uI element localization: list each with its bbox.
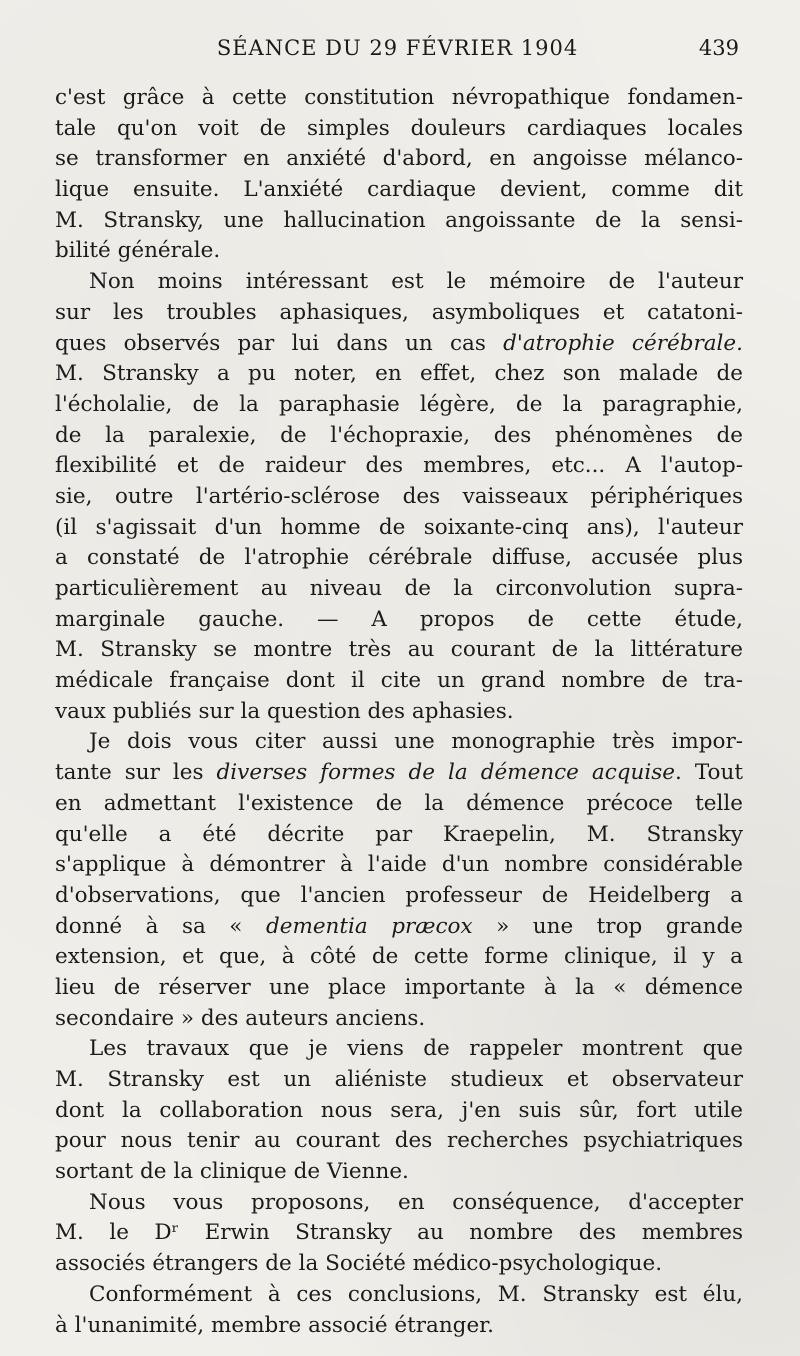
text-line: lique ensuite. L'anxiété cardiaque devient, comme dit xyxy=(55,177,743,203)
text-line: pour nous tenir au courant des recherches psychiatriques xyxy=(55,1128,743,1154)
italic-title: dementia præcox xyxy=(265,913,473,939)
text-line: médicale française dont il cite un grand nombre de tra- xyxy=(55,668,743,694)
text-line xyxy=(55,912,743,943)
text-line: extension, et que, à côté de cette forme clinique, il y a xyxy=(55,944,743,970)
text-line: flexibilité et de raideur des membres, etc... A l'autop- xyxy=(55,453,743,479)
line-text: donné à sa « xyxy=(55,913,266,939)
text-line: a constaté de l'atrophie cérébrale diffuse, accusée plus xyxy=(55,545,743,571)
text-line: vaux publiés sur la question des aphasies. xyxy=(55,698,514,724)
page-number: 439 xyxy=(698,36,739,60)
italic-title: d'atrophie cérébrale. xyxy=(503,330,743,356)
text-line: M. le Dʳ Erwin Stransky au nombre des membres xyxy=(55,1220,743,1246)
text-line: sortant de la clinique de Vienne. xyxy=(55,1159,409,1185)
text-line: dont la collaboration nous sera, j'en suis sûr, fort utile xyxy=(55,1097,743,1123)
text-line xyxy=(55,758,743,789)
text-line: M. Stransky, une hallucination angoissante de la sensi- xyxy=(55,207,743,233)
paragraph xyxy=(55,727,743,1034)
line-text: . Tout xyxy=(675,760,743,786)
text-line: lieu de réserver une place importante à la « démence xyxy=(55,974,743,1000)
text-line: bilité générale. xyxy=(55,238,221,264)
text-line: M. Stransky se montre très au courant de la littérature xyxy=(55,637,743,663)
text-line: s'applique à démontrer à l'aide d'un nombre considérable xyxy=(55,852,743,878)
text-line: de la paralexie, de l'échopraxie, des phénomènes de xyxy=(55,422,743,448)
text-line: M. Stransky est un aliéniste studieux et observateur xyxy=(55,1067,743,1092)
text-line: en admettant l'existence de la démence précoce telle xyxy=(55,790,743,816)
body-text xyxy=(55,83,743,1341)
running-head xyxy=(56,36,739,70)
running-head-title: SÉANCE DU 29 FÉVRIER 1904 xyxy=(216,36,579,60)
text-line: qu'elle a été décrite par Kraepelin, M. Stransky xyxy=(55,821,743,847)
paragraph xyxy=(55,83,743,267)
text-line: Nous vous proposons, en conséquence, d'accepter xyxy=(89,1189,743,1215)
text-line: Conformément à ces conclusions, M. Stransky est élu, xyxy=(89,1281,743,1307)
text-line: se transformer en anxiété d'abord, en angoisse mélanco- xyxy=(55,146,743,172)
paragraph xyxy=(55,1034,743,1187)
paragraph xyxy=(55,1188,743,1280)
text-line: marginale gauche. — A propos de cette étude, xyxy=(55,606,743,632)
text-line: sie, outre l'artério-sclérose des vaisseaux périphériques xyxy=(55,483,743,509)
paragraph xyxy=(55,1280,743,1341)
line-text: » une trop grande xyxy=(472,913,743,939)
line-text: ques observés par lui dans un cas xyxy=(55,330,504,356)
italic-title: diverses formes de la démence acquise xyxy=(216,760,676,786)
text-line: tale qu'on voit de simples douleurs cardiaques locales xyxy=(55,115,743,141)
text-line: M. Stransky a pu noter, en effet, chez son malade de xyxy=(55,361,743,387)
text-line: Les travaux que je viens de rappeler montrent que xyxy=(89,1036,743,1062)
text-line: particulièrement au niveau de la circonvolution supra- xyxy=(55,576,743,601)
text-line: sur les troubles aphasiques, asymboliques et catatoni- xyxy=(55,299,743,325)
text-line: à l'unanimité, membre associé étranger. xyxy=(55,1312,494,1338)
paragraph xyxy=(55,267,743,727)
text-line: Je dois vous citer aussi une monographie très impor- xyxy=(89,729,743,755)
text-line: Non moins intéressant est le mémoire de l'auteur xyxy=(89,269,743,295)
text-line: l'écholalie, de la paraphasie légère, de la paragraphie, xyxy=(55,391,743,417)
text-line: secondaire » des auteurs anciens. xyxy=(55,1005,426,1031)
text-line: d'observations, que l'ancien professeur de Heidelberg a xyxy=(55,882,743,908)
text-line: c'est grâce à cette constitution névropathique fondamen- xyxy=(55,85,743,110)
text-line xyxy=(55,329,743,360)
text-line: associés étrangers de la Société médico-psychologique. xyxy=(55,1251,663,1277)
text-line: (il s'agissait d'un homme de soixante-cinq ans), l'auteur xyxy=(55,514,743,540)
line-text: tante sur les xyxy=(55,760,217,786)
